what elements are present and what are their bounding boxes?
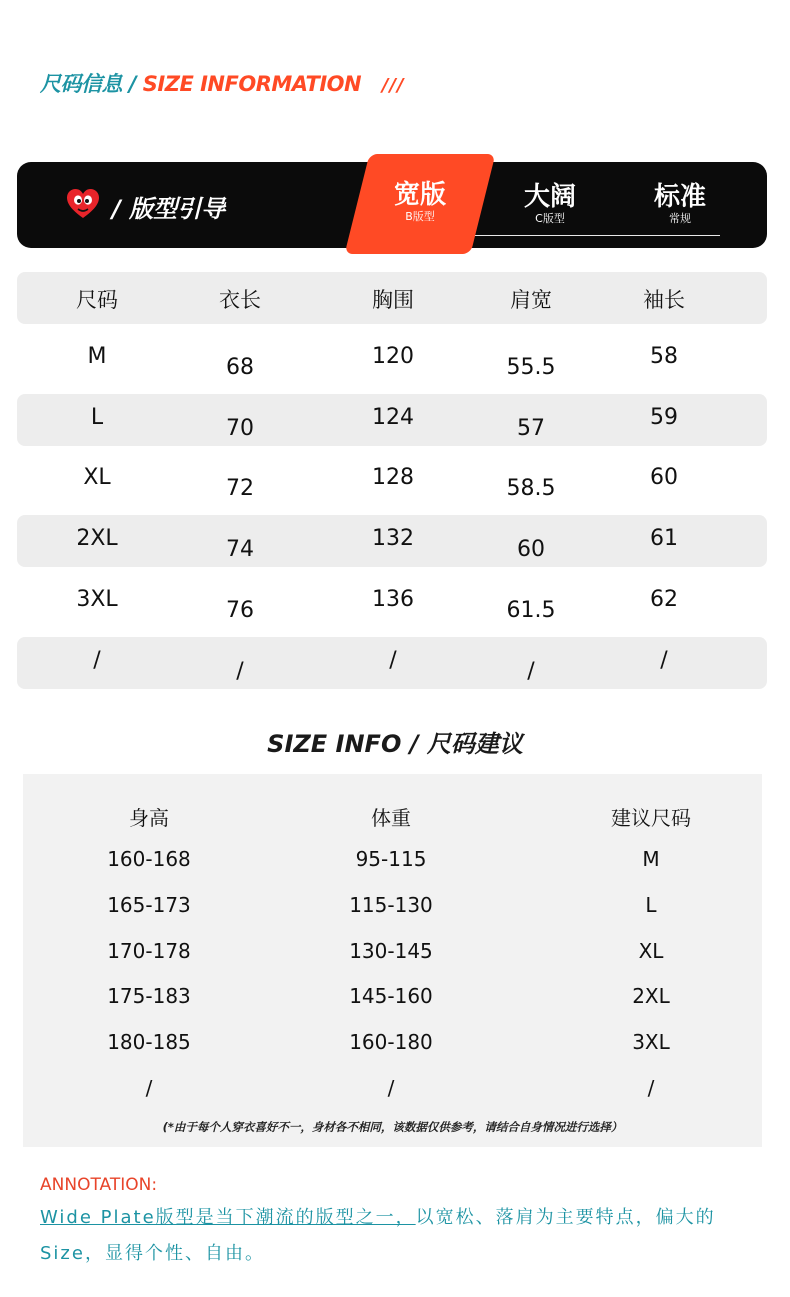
table-cell: 58 (650, 343, 678, 369)
table-cell: 136 (372, 586, 414, 612)
table-cell: 170-178 (107, 939, 191, 963)
table-cell: 165-173 (107, 893, 191, 917)
header-cell: 尺码 (76, 288, 118, 312)
table-row (17, 333, 767, 385)
table-cell: / (236, 658, 244, 684)
table-cell: M (642, 847, 660, 871)
section-header (40, 68, 405, 98)
table-cell: 120 (372, 343, 414, 369)
fit-guide-title: / 版型引导 (112, 195, 226, 223)
table-cell: 115-130 (349, 893, 433, 917)
table-row (23, 1030, 762, 1060)
header-marks: /// (381, 75, 405, 96)
table-row (23, 893, 762, 923)
table-cell: 70 (226, 415, 254, 441)
fit-tab-c[interactable] (500, 182, 600, 225)
table-cell: 180-185 (107, 1030, 191, 1054)
table-cell: 76 (226, 597, 254, 623)
table-cell: 128 (372, 465, 414, 491)
table-cell: 57 (517, 415, 545, 441)
table-row (23, 1076, 762, 1106)
fit-tab-standard[interactable] (630, 182, 730, 225)
header-cell: 体重 (371, 806, 411, 830)
table-cell: 68 (226, 354, 254, 380)
annotation-text (40, 1200, 750, 1272)
table-row (23, 939, 762, 969)
table-cell: 61 (650, 526, 678, 552)
table-cell: L (90, 404, 104, 430)
table-row (17, 394, 767, 446)
table-cell: XL (638, 939, 664, 963)
header-cell: 建议尺码 (611, 806, 691, 830)
table-cell: 74 (226, 537, 254, 563)
table-cell: 72 (226, 476, 254, 502)
fit-tab-standard-main: 标准 (653, 182, 706, 212)
header-cell: 袖长 (643, 288, 685, 312)
table-cell: / (660, 647, 668, 673)
fit-tab-standard-sub: 常规 (669, 212, 691, 225)
fit-underline (463, 235, 720, 236)
table-cell: / (527, 658, 535, 684)
header-cn: 尺码信息 (40, 72, 122, 96)
header-cell: 身高 (129, 806, 169, 830)
size-table (17, 272, 767, 698)
table-cell: 55.5 (506, 354, 556, 380)
table-cell: / (387, 1076, 395, 1100)
table-cell: 145-160 (349, 984, 433, 1008)
table-cell: 2XL (76, 526, 118, 552)
table-cell: / (145, 1076, 153, 1100)
heart-face-icon (66, 188, 100, 220)
table-cell: 160-168 (107, 847, 191, 871)
table-cell: M (87, 343, 107, 369)
header-cell: 胸围 (372, 288, 414, 312)
fit-tab-b-main: 宽版 (393, 180, 446, 210)
annotation-rest: 以宽松、落肩为主要特点，偏大的Size，显得个性、自由。 (40, 1207, 716, 1264)
table-cell: / (93, 647, 101, 673)
table-cell: 58.5 (506, 476, 556, 502)
fit-tab-b[interactable] (367, 180, 473, 223)
table-row (17, 576, 767, 628)
fit-tab-c-sub: C版型 (535, 212, 565, 225)
table-cell: 160-180 (349, 1030, 433, 1054)
size-info-title: SIZE INFO / 尺码建议 (267, 730, 523, 758)
annotation-label: ANNOTATION: (40, 1175, 158, 1195)
table-cell: 132 (372, 526, 414, 552)
recommend-header (23, 802, 762, 832)
table-cell: 61.5 (506, 597, 556, 623)
table-row (17, 637, 767, 689)
table-cell: / (647, 1076, 655, 1100)
table-cell: L (645, 893, 657, 917)
annotation-underlined: Wide Plate版型是当下潮流的版型之一， (40, 1207, 416, 1228)
table-cell: 95-115 (355, 847, 427, 871)
header-separator: / (128, 72, 136, 96)
table-cell: 59 (650, 404, 678, 430)
table-row (17, 515, 767, 567)
fit-tab-b-sub: B版型 (405, 210, 435, 223)
table-cell: 175-183 (107, 984, 191, 1008)
table-row (23, 847, 762, 877)
table-cell: 60 (517, 537, 545, 563)
table-cell: 124 (372, 404, 414, 430)
table-cell: XL (83, 465, 111, 491)
header-cell: 衣长 (219, 288, 261, 312)
fit-tab-c-main: 大阔 (523, 182, 576, 212)
size-recommend-box (23, 774, 762, 1147)
disclaimer-note: (*由于每个人穿衣喜好不一，身材各不相同，该数据仅供参考，请结合自身情况进行选择） (162, 1120, 623, 1134)
table-cell: 3XL (632, 1030, 670, 1054)
table-row (17, 454, 767, 506)
table-cell: 62 (650, 586, 678, 612)
size-table-header (17, 272, 767, 324)
header-cell: 肩宽 (510, 288, 552, 312)
table-cell: 60 (650, 465, 678, 491)
header-en: SIZE INFORMATION (142, 72, 362, 96)
table-cell: 2XL (632, 984, 670, 1008)
table-row (23, 984, 762, 1014)
table-cell: / (389, 647, 397, 673)
table-cell: 130-145 (349, 939, 433, 963)
table-cell: 3XL (76, 586, 118, 612)
